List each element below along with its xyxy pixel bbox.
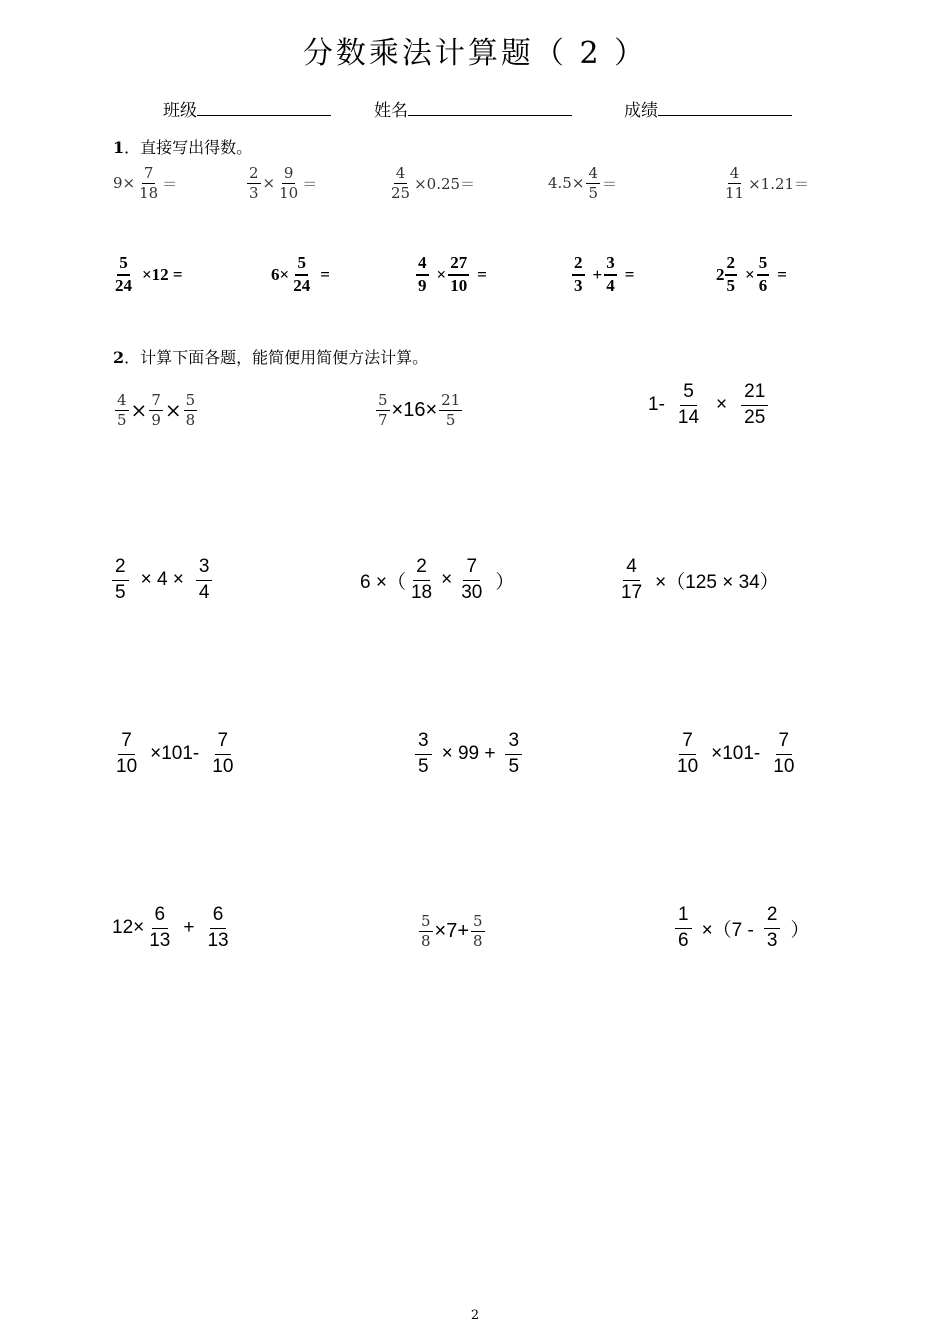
fraction: $\frac{5}{14}$: [677, 381, 700, 428]
fraction: $\frac{4}{5}$: [117, 391, 127, 429]
oral-problem-10: 2 $\frac{2}{5}$ × $\frac{5}{6}$ =: [716, 253, 787, 295]
fraction: $\frac{4}{9}$: [418, 253, 427, 295]
fraction: $\frac{4}{17}$: [621, 556, 643, 603]
oral-problem-7: 6× $\frac{5}{24}$ =: [271, 253, 330, 295]
problem-7: $\frac{7}{10}$ ×101- $\frac{7}{10}$: [111, 731, 238, 778]
fraction: $\frac{21}{5}$: [441, 391, 461, 429]
fraction: $\frac{2}{3}$: [764, 905, 781, 952]
section2-heading: [113, 345, 428, 368]
name-blank[interactable]: [408, 99, 572, 116]
problem-12: $\frac{1}{6}$ ×（7 - $\frac{2}{3}$ ）: [673, 905, 809, 952]
fraction: $\frac{5}{24}$: [115, 253, 132, 295]
fraction: $\frac{2}{3}$: [249, 164, 259, 202]
fraction: $\frac{2}{18}$: [410, 556, 433, 603]
fraction: $\frac{1}{6}$: [675, 905, 692, 952]
fraction: $\frac{5}{24}$: [293, 253, 311, 295]
problem-10: 12× $\frac{6}{13}$ + $\frac{6}{13}$: [112, 905, 234, 952]
problem-2: $\frac{5}{7}$ ×16× $\frac{21}{5}$: [378, 391, 461, 429]
fraction: $\frac{2}{5}$: [112, 557, 129, 604]
fraction: $\frac{7}{10}$: [212, 730, 234, 777]
section2-text: ．计算下面各题，能简便用简便方法计算。: [124, 348, 429, 367]
fraction: $\frac{3}{4}$: [196, 557, 213, 604]
fraction: $\frac{5}{6}$: [758, 253, 768, 295]
page-title: 分数乘法计算题（ 2 ）: [302, 36, 648, 71]
fraction: $\frac{7}{10}$: [677, 730, 699, 777]
oral-problem-1: 9× $\frac{7}{18}$ ＝: [113, 164, 178, 202]
mixed-number: 2 $\frac{2}{5}$: [716, 253, 735, 295]
name-label: 姓名: [374, 101, 408, 121]
score-field: [624, 96, 792, 121]
problem-3: 1- $\frac{5}{14}$ × $\frac{21}{25}$: [648, 382, 770, 429]
section2-number: 2: [113, 348, 125, 367]
score-label: 成绩: [624, 101, 658, 121]
name-field: [374, 96, 572, 121]
oral-problem-4: 4.5× $\frac{4}{5}$ ＝: [548, 164, 617, 202]
oral-problem-3: $\frac{4}{25}$ ×0.25＝: [391, 164, 476, 202]
fraction: $\frac{7}{18}$: [139, 164, 159, 202]
class-field: [163, 96, 331, 121]
section1-text: ．直接写出得数。: [124, 138, 253, 157]
fraction: $\frac{7}{30}$: [461, 556, 483, 603]
fraction: $\frac{21}{25}$: [741, 382, 768, 429]
fraction: $\frac{6}{13}$: [207, 904, 229, 951]
fraction: $\frac{3}{4}$: [606, 253, 615, 295]
oral-problem-2: $\frac{2}{3}$ × $\frac{9}{10}$ ＝: [249, 164, 318, 202]
section1-heading: [113, 135, 252, 158]
score-blank[interactable]: [658, 99, 792, 116]
section1-number: 1: [113, 138, 125, 157]
fraction: $\frac{5}{8}$: [185, 391, 196, 429]
fraction: $\frac{5}{7}$: [378, 391, 388, 429]
problem-1: $\frac{4}{5}$ × $\frac{7}{9}$ × $\frac{5}{8}$: [117, 391, 196, 429]
fraction: $\frac{3}{5}$: [505, 731, 522, 778]
oral-problem-8: $\frac{4}{9}$ × $\frac{27}{10}$ =: [418, 253, 487, 295]
fraction: $\frac{5}{8}$: [421, 912, 431, 950]
fraction: $\frac{5}{8}$: [473, 912, 483, 950]
class-blank[interactable]: [197, 99, 331, 116]
oral-problem-6: $\frac{5}{24}$ ×12 =: [115, 253, 183, 295]
oral-problem-9: $\frac{2}{3}$ + $\frac{3}{4}$ =: [574, 253, 635, 295]
problem-8: $\frac{3}{5}$ × 99 + $\frac{3}{5}$: [413, 731, 524, 778]
fraction: $\frac{6}{13}$: [149, 904, 171, 951]
fraction: $\frac{2}{3}$: [574, 253, 583, 295]
page-number: 2: [470, 1308, 480, 1323]
oral-problem-5: $\frac{4}{11}$ ×1.21＝: [725, 164, 810, 202]
fraction: $\frac{7}{10}$: [773, 730, 795, 777]
problem-5: 6 ×（ $\frac{2}{18}$ × $\frac{7}{30}$ ）: [360, 556, 515, 603]
fraction: $\frac{4}{5}$: [588, 164, 598, 202]
fraction: $\frac{3}{5}$: [415, 731, 432, 778]
fraction: $\frac{4}{11}$: [725, 164, 745, 202]
problem-9: $\frac{7}{10}$ ×101- $\frac{7}{10}$: [672, 731, 799, 778]
fraction: $\frac{7}{10}$: [116, 730, 138, 777]
problem-6: $\frac{4}{17}$ ×（125 × 34）: [616, 557, 779, 604]
class-label: 班级: [163, 101, 197, 121]
problem-4: $\frac{2}{5}$ × 4 × $\frac{3}{4}$: [110, 557, 214, 604]
fraction: $\frac{9}{10}$: [279, 164, 299, 202]
fraction: $\frac{7}{9}$: [151, 391, 161, 429]
fraction: $\frac{4}{25}$: [391, 164, 411, 202]
fraction: $\frac{2}{5}$: [726, 253, 735, 295]
problem-11: $\frac{5}{8}$ ×7+ $\frac{5}{8}$: [421, 912, 483, 950]
fraction: $\frac{27}{10}$: [450, 253, 468, 295]
